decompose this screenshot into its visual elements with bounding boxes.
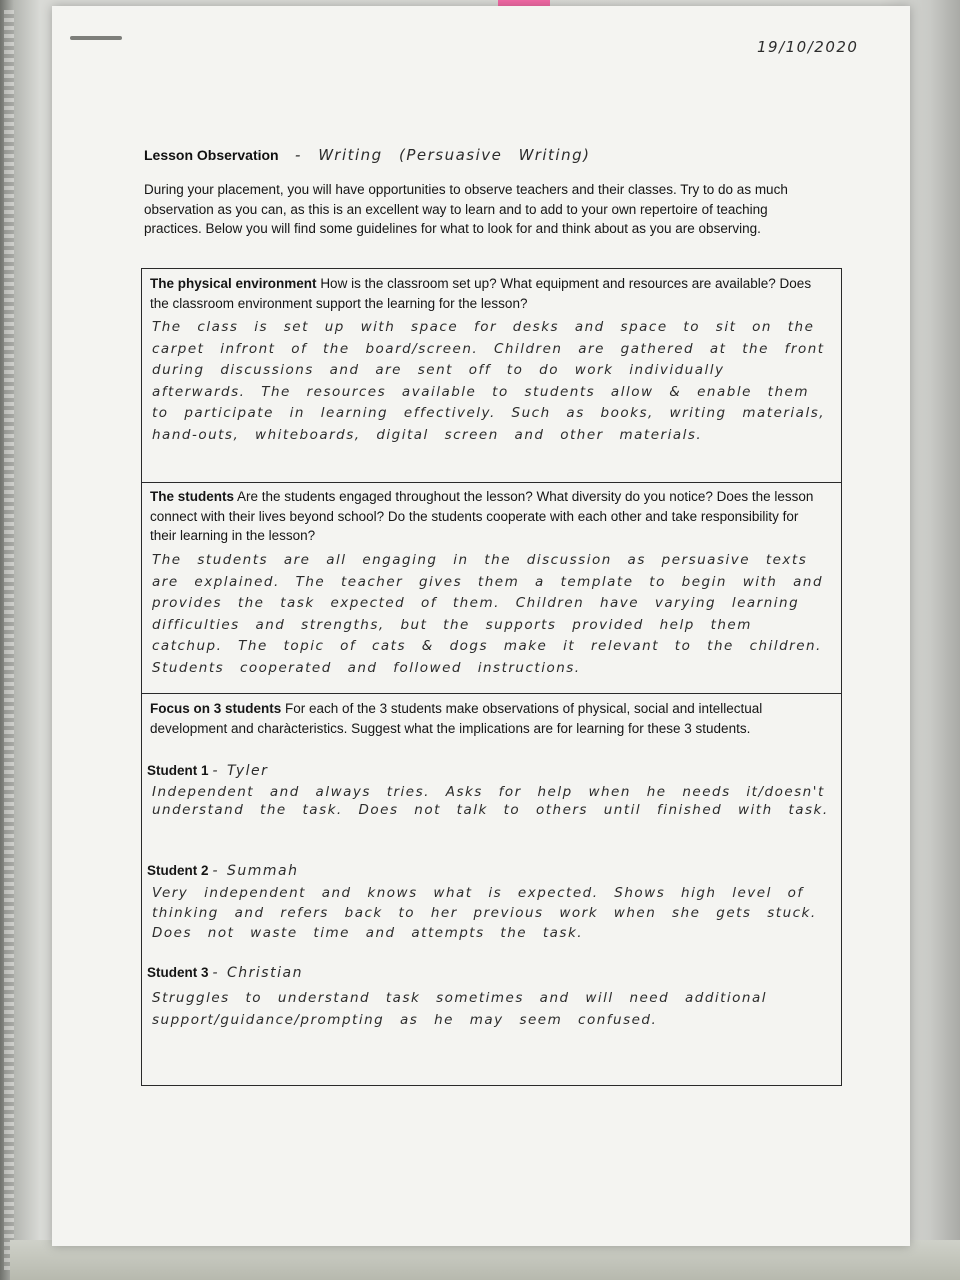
- section-heading: The students: [150, 489, 235, 504]
- section-prompt: [150, 487, 820, 546]
- student-2-label: Student 2 - Summah: [147, 863, 299, 879]
- student-2-notes: Very independent and knows what is expected. Shows high level of thinking and refers back to her previous work when she gets stuck. Does not waste time and attempts the task.: [152, 885, 817, 941]
- sleeve-bottom-edge: [10, 1240, 960, 1280]
- section-physical-environment: [142, 269, 841, 483]
- section-prompt-text: For each of the 3 students make observations of physical, social and intellectual development and charàcteristics. Suggest what the implications are for learning for these 3 students.: [150, 701, 763, 736]
- section-heading: The physical environment: [150, 276, 317, 291]
- section-prompt-text: How is the classroom set up? What equipment and resources are available? Does the classroom environment support the learning for the lesson?: [150, 276, 812, 311]
- section-focus-students: [142, 693, 841, 1083]
- handwritten-answer: The class is set up with space for desks and space to sit on the carpet infront of the board/screen. Children are gathered at the front during discussions and are sent off to do work individually afterwards. The resources available to students allow & enable them to participate in learning effectively. Such as books, writing materials, hand-outs, whiteboards, digital screen and other materials.: [152, 319, 826, 443]
- section-heading: Focus on 3 students: [150, 701, 282, 716]
- section-prompt-text: Are the students engaged throughout the lesson? What diversity do you notice? Does the lesson connect with their lives beyond school? Do the students cooperate with each other and take responsibility for their learning in the lesson?: [150, 489, 814, 543]
- student-3-label: Student 3 - Christian: [147, 965, 303, 981]
- student-2-name: - Summah: [212, 863, 299, 879]
- page-title: Lesson Observation: [144, 147, 279, 163]
- title-row: [144, 146, 590, 165]
- observation-table: [141, 268, 842, 1086]
- staple: [70, 36, 122, 40]
- handwritten-date: 19/10/2020: [757, 38, 859, 56]
- sleeve-binding-holes: [4, 10, 14, 1270]
- student-1-name: - Tyler: [212, 763, 269, 779]
- student-1-notes: Independent and always tries. Asks for help when he needs it/doesn't understand the task. Does not talk to others until finished with task.: [152, 784, 829, 818]
- student-1-label: Student 1 - Tyler: [147, 763, 269, 779]
- handwritten-answer: The students are all engaging in the discussion as persuasive texts are explained. The teacher gives them a template to begin with and provides the task expected of them. Children have varying learning difficulties and strengths, but the supports provided help them catchup. The topic of cats & dogs make it relevant to the children. Students cooperated and followed instructions.: [152, 552, 824, 676]
- handwritten-title-note: - Writing (Persuasive Writing): [295, 146, 591, 164]
- student-3-name: - Christian: [212, 965, 303, 981]
- section-prompt: [150, 699, 820, 738]
- intro-paragraph: During your placement, you will have opportunities to observe teachers and their classes. Try to do as much observation as you can, as this is an excellent way to learn and to add to your own repertoire of teaching practices. Below you will find some guidelines for what to look for and think about as you are observing.: [144, 182, 788, 236]
- section-students: [142, 482, 841, 694]
- section-prompt: [150, 274, 820, 313]
- student-3-notes: Struggles to understand task sometimes and will need additional support/guidance/prompting as he may seem confused.: [152, 990, 768, 1028]
